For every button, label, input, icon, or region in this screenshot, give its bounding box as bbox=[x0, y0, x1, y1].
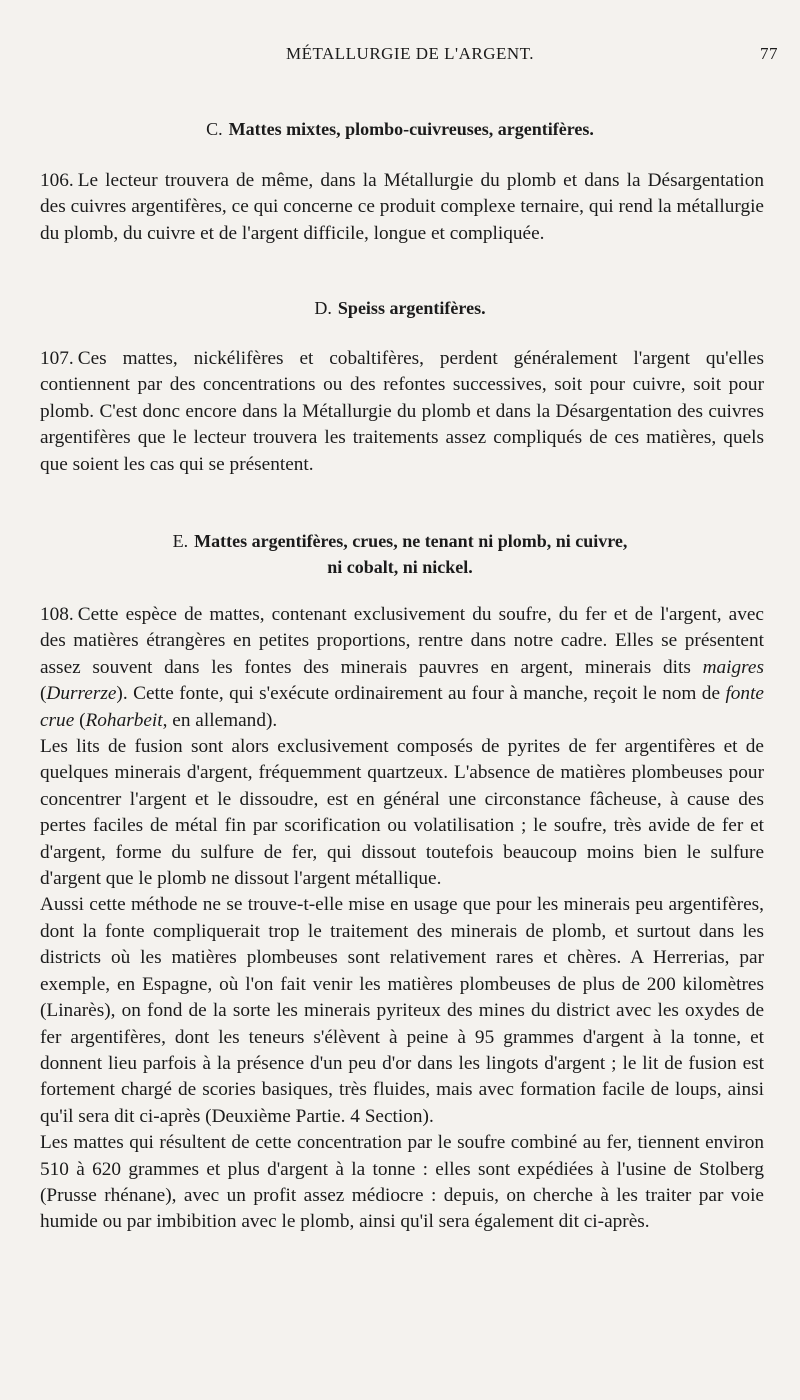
section-d-body bbox=[40, 346, 764, 478]
section-c-heading bbox=[40, 116, 760, 142]
section-title: Mattes mixtes, plombo-cuivreuses, argentifères. bbox=[228, 119, 594, 139]
italic-term: fonte crue bbox=[40, 683, 764, 731]
section-e-body bbox=[40, 602, 764, 1236]
section-title: Speiss argentifères. bbox=[337, 298, 486, 318]
paragraph-text: ( bbox=[74, 709, 86, 731]
section-title-line-2: ni cobalt, ni nickel. bbox=[327, 557, 473, 577]
section-letter: C. bbox=[206, 119, 223, 139]
paragraph-text: Ces mattes, nickélifères et cobaltifères, perdent généralement l'argent qu'elles contiennent par des concentrations ou des refontes successives, soit pour cuivre, soit pour plomb. C'est donc encore dans la Métallurgie du plomb et dans la Désargentation des cuivres argentifères que le lecteur trouvera les traitements assez compliqués de ces matières, quels que soient les cas qui se présentent. bbox=[40, 348, 764, 475]
paragraph-108 bbox=[40, 602, 764, 734]
italic-term: Durrerze bbox=[46, 683, 117, 705]
page-number: 77 bbox=[760, 44, 778, 63]
section-title-line-1: Mattes argentifères, crues, ne tenant ni plomb, ni cuivre, bbox=[194, 531, 628, 551]
section-c-body bbox=[40, 168, 764, 247]
paragraph-number: 106. bbox=[40, 170, 74, 191]
section-e-heading bbox=[40, 528, 760, 580]
paragraph-herrerias: Aussi cette méthode ne se trouve-t-elle mise en usage que pour les minerais peu argentifères, dont la fonte compliquerait trop le traitement des minerais de plomb, et surtout dans les districts où les matières plombeuses sont relativement rares et chères. A Herrerias, par exemple, en Espagne, où l'on fait venir les matières plombeuses de plus de 200 kilomètres (Linarès), on fond de la sorte les minerais pyriteux des mines du district avec les oxydes de fer argentifères, dont les teneurs s'élèvent à peine à 95 grammes d'argent à la tonne, et donnent lieu parfois à la présence d'un peu d'or dans les lingots d'argent ; le lit de fusion est fortement chargé de scories basiques, très fluides, mais avec formation facile de loups, ainsi qu'il sera dit ci-après (Deuxième Partie. 4 Section). bbox=[40, 894, 764, 1127]
paragraph-text: ( bbox=[40, 683, 47, 705]
paragraph-107 bbox=[40, 346, 764, 478]
running-head bbox=[40, 44, 780, 74]
running-title: MÉTALLURGIE DE L'ARGENT. bbox=[285, 44, 535, 63]
section-d-heading bbox=[40, 295, 760, 321]
paragraph-lits-de-fusion: Les lits de fusion sont alors exclusivement composés de pyrites de fer argentifères et de quelques minerais d'argent, fréquemment quartzeux. L'absence de matières plombeuses pour concentrer l'argent et le dissoudre, est en général une circonstance fâcheuse, à cause des pertes faciles de métal fin par scorification ou volatilisation ; le soufre, très avide de fer et d'argent, forme du sulfure de fer, qui dissout toutefois beaucoup moins bien le sulfure d'argent que le plomb ne dissout l'argent métallique. bbox=[40, 736, 764, 890]
section-letter: E. bbox=[172, 531, 189, 551]
paragraph-number: 108. bbox=[40, 604, 74, 625]
paragraph-number: 107. bbox=[40, 348, 74, 369]
paragraph-106 bbox=[40, 168, 764, 247]
paragraph-text: Le lecteur trouvera de même, dans la Métallurgie du plomb et dans la Désargentation des cuivres argentifères, ce qui concerne ce produit complexe ternaire, qui rend la métallurgie du plomb, du cuivre et de l'argent difficile, longue et compliquée. bbox=[40, 170, 764, 244]
italic-term: maigres bbox=[702, 656, 764, 678]
italic-term: Roharbeit bbox=[85, 709, 163, 731]
paragraph-text: Cette espèce de mattes, contenant exclusivement du soufre, du fer et de l'argent, avec des matières étrangères en petites proportions, rentre dans notre cadre. Elles se présentent assez souvent dans les fontes des minerais pauvres en argent, minerais dits bbox=[40, 604, 764, 678]
paragraph-stolberg: Les mattes qui résultent de cette concentration par le soufre combiné au fer, tiennent environ 510 à 620 grammes et plus d'argent à la tonne : elles sont expédiées à l'usine de Stolberg (Prusse rhénane), avec un profit assez médiocre : depuis, on cherche à les traiter par voie humide ou par imbibition avec le plomb, ainsi qu'il sera également dit ci-après. bbox=[40, 1132, 764, 1233]
section-letter: D. bbox=[314, 298, 332, 318]
paragraph-text: ). Cette fonte, qui s'exécute ordinairement au four à manche, reçoit le nom de bbox=[116, 683, 726, 705]
paragraph-text: , en allemand). bbox=[162, 709, 278, 731]
